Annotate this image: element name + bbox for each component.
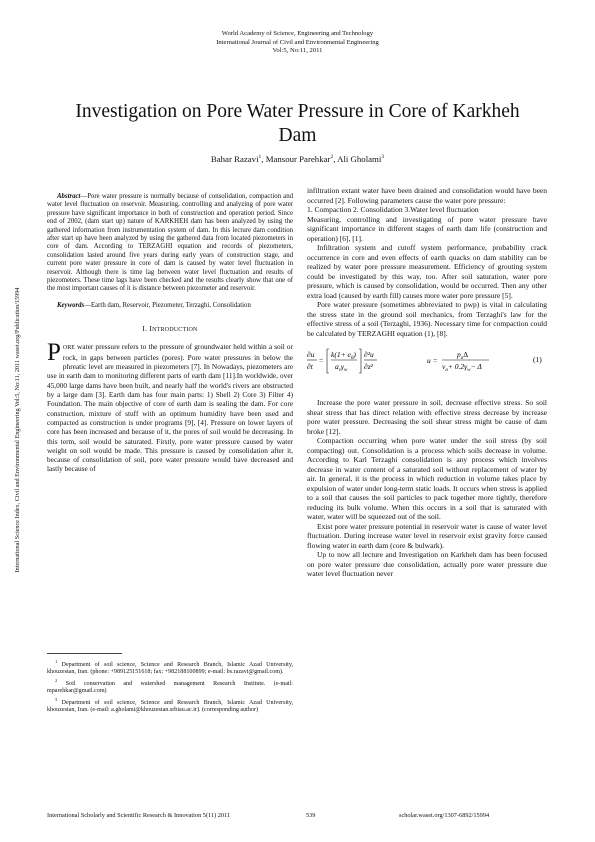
eq-u-lhs: u = [427, 356, 438, 365]
paper-title: Investigation on Pore Water Pressure in Core of Karkheh Dam [75, 101, 520, 146]
author-list: Bahar Razavi$^1$, Mansour Parehkar$^2$, Ali Gholami$^3$ [210, 154, 385, 164]
header-line-volume: Vol:5, No:11, 2011 [272, 47, 323, 55]
paragraph: Up to now all lecture and Investigation on Karkheh dam has been focused on pore water pressure due consolidation, actually pore water pressure due water level fluctuation never [307, 550, 547, 578]
svg-text:avγw [335, 362, 348, 373]
abstract-text: Pore water pressure is normally because of consolidation, compaction and water level fluctuation on reservoir. Measuring, controlling and analyzing of pore water pressure have significant importance in both of construction and operation period. Since end of 2002, (dam start up) nature of KARKHEH dam has been analyzed by using the gathered information from instrumentation system of dam. In this lecture dam condition after start up have been analyzed by using the gathered data from located piezometers in core of dam. According to TERZAGHI equation and records of piezometers, consolidation lasted around five years during early years of construction stage, and current pore water pressure in core of dam is caused by water level fluctuation in reservoir. Although there is time lag between water level fluctuation and results of piezometers. These time lags have been checked and the results clearly show that one of the most important causes of it is distance between piezometer and reservoir. [47, 193, 293, 293]
right-column [307, 186, 547, 579]
keywords-label: Keywords [57, 301, 85, 309]
footnote-mark: 1 [55, 659, 58, 664]
journal-header [0, 30, 595, 56]
eq-pa: p [457, 350, 461, 359]
eq-av-subscript: v [338, 368, 341, 373]
section-heading-introduction [47, 324, 293, 335]
drop-cap: P [47, 338, 61, 366]
section-title-rest: NTRODUCTION [152, 327, 198, 334]
eq-va: v [442, 362, 446, 371]
paragraph: Compaction occurring when pore water under the soil stress (by soil compacting) out. Consolidation is a process which soils decrease in volume. According to Karl Terzaghi consolidation is any process which involves decrease in water content of a saturated soil without replacement of water by air. In general, it is the process in which reduction in volume takes place by expulsion of water under long-term static loads. It occurs when stress is applied to a soil that causes the soil particles to pack together more tightly, therefore reducing its bulk volume. When this occurs in a soil that is saturated with water, water will be squeezed out of the soil. [307, 436, 547, 521]
eq-va-subscript: a [445, 368, 448, 373]
footer-publisher: International Scholarly and Scientific Research & Innovation 5(11) 2011 [47, 812, 231, 819]
equation-number: (1) [533, 355, 542, 364]
eq-rhs-numerator: ∂²u [364, 350, 374, 359]
author-affiliation-mark: 1 [258, 154, 262, 161]
abstract: Abstract—Pore water pressure is normally because of consolidation, compaction and water level fluctuation on reservoir. Measuring, controlling and analyzing of pore water pressure have significant importance in both of construction and operation period. Since end of 2002, (dam start up) nature of KARKHEH dam has been analyzed by using the gathered information from instrumentation system of dam. In this lecture dam condition after start up have been analyzed by using the gathered data from located piezometers in core of dam. According to TERZAGHI equation and records of piezometers, consolidation lasted around five years during early years of construction stage, and current pore water pressure in core of dam is caused by water level fluctuation in reservoir. Although there is time lag between water level fluctuation and results of piezometers. These time lags have been checked and the results clearly show that one of the most important causes of it is distance between piezometer and reservoir. [47, 193, 293, 293]
footnote [47, 658, 293, 677]
footnote-rule [47, 653, 122, 654]
intro-smallcaps: ORE [62, 344, 75, 351]
paragraph: Measuring, controlling and investigating of pore water pressure have significant importance in different stages of earth dam life (construction and operation) [6], [1]. [307, 214, 547, 243]
eq-minus-delta: − Δ [470, 362, 482, 371]
keywords-text: Earth dam, Reservoir, Piezometer, Terzaghi, Consolidation [91, 301, 251, 309]
eq-pa-subscript: a [460, 356, 464, 361]
footnote-mark: 3 [55, 696, 58, 702]
eq-gamma-term: + 0.2γ [447, 362, 468, 371]
page-number: 539 [306, 812, 316, 819]
author-affiliation-mark: 2 [330, 154, 334, 161]
svg-text:=: = [319, 356, 324, 365]
footnote-mark: 2 [55, 677, 58, 683]
left-column [47, 193, 293, 474]
footnote-text: Department of soil science, Science and Research Branch, Islamic Azad University, khouzestan, Iran. (e-mail: a.gholami@khouzestan.srbiau.ac.ir). (corresponding author) [47, 699, 293, 714]
equation-graphic [307, 342, 547, 388]
section-title-initial: I [149, 324, 153, 334]
keywords: Keywords—Earth dam, Reservoir, Piezometer, Terzaghi, Consolidation [57, 301, 251, 309]
author-name: Mansour Parehkar [265, 154, 331, 164]
svg-text:k(1+ e0) [331, 350, 356, 361]
svg-text:va+ 0.2γw− Δ [442, 362, 482, 373]
header-line-publisher: World Academy of Science, Engineering and Technology [221, 30, 374, 37]
paragraph: Increase the pore water pressure in soil, decrease effective stress. So soil shear stress that has direct relation with effective stress decrease by increase pore water pressure. Decreasing the soil shear stress might be cause of dam broke [12]. [307, 398, 547, 436]
footnote-text: Department of soil science, Science and Research Branch, Islamic Azad University, khouzestan, Iran. (phone: +989125151618; fax: +982188100899; e-mail: bs.razavi@gmail.com). [47, 662, 293, 676]
eq-av: a [335, 362, 339, 371]
paragraph: Pore water pressure (sometimes abbreviated to pwp) is vital in calculating the stress state in the ground soil mechanics, from Terzaghi's law for the effective stress of a soil (Terzaghi, 1936). Necessary time for compaction could be calculated by TERZAGHI equation (1), [8]. [307, 300, 547, 338]
paragraph-parameter-list: 1. Compaction 2. Consolidation 3.Water level fluctuation [307, 205, 479, 214]
section-number: I. [142, 324, 148, 334]
eq-lhs-denominator: ∂t [307, 362, 313, 371]
footnote [47, 696, 293, 715]
footnotes [47, 653, 293, 715]
eq-e0-subscript: 0 [350, 356, 354, 361]
svg-text:paΔ [456, 350, 468, 361]
author-affiliation-mark: 3 [381, 154, 385, 161]
footnote-text: Soil conservation and watershed management Research Institute. (e-mail: mparehkar@gmail.com) [47, 680, 293, 695]
footer-url: scholar.waset.org/1307-6892/15994 [399, 812, 490, 819]
intro-paragraph [47, 338, 293, 474]
author-name: Ali Gholami [337, 154, 382, 164]
side-index-text: International Science Index, Civil and Environmental Engineering Vol:5, No:11, 2011 waset.org/Publication/15994 [14, 287, 21, 573]
footnote [47, 677, 293, 696]
eq-rhs-denominator: ∂z² [364, 362, 373, 371]
eq-gamma-subscript: w [343, 368, 348, 373]
author-name: Bahar Razavi [210, 154, 259, 164]
eq-gammaw-subscript: w [467, 368, 471, 373]
intro-text: water pressure refers to the pressure of groundwater held within a soil or rock, in gaps between particles (pores). Pore water pressures in below the phreatic level are measured in piezometers [7]. In Nowadays, piezometers are use in earth dam to monitoring different parts of earth dam [11].In worldwide, over 45,000 large dams have been built, and nearly half the world's rivers are obstructed by a large dam [3]. Earth dam has four main parts: 1) Shell 2) Core 3) Filter 4) Foundation. The main objective of core of earth dam is sealing the dam. For core construction, mixture of stuff with an optimum humidity have been used and compacted as construction is under programs [9], [4]. Pressure on lower layers of core has been increased and because of it, the pores of soil would be decreasing. In this term, soil would be saturated. Firstly, pore water pressure caused by water weight on soil would be made. This pressure is caused by consolidation after it, because of consolidation of soil, pore water pressure would have decreased and lastly because of [47, 341, 293, 474]
header-line-journal: International Journal of Civil and Environmental Engineering [216, 38, 379, 46]
paragraph: Infiltration system and cutoff system performance, probability crack occurrence in core and even effects of earth quacks on dam stability can be realized by water pore pressure measurement. Efficiency of grouting system could be investigated by this way, too. After soil saturation, water pore pressure, which is caused by consolidation, would be occurred. Then any other extra load (caused by earth fill) causes more water pore pressure [5]. [307, 243, 547, 300]
eq-k-close: ) [353, 350, 356, 359]
eq-gamma: γ [340, 362, 344, 371]
equation-terzaghi [307, 342, 547, 388]
abstract-label: Abstract [57, 193, 81, 200]
paragraph: Exist pore water pressure potential in reservoir water is cause of water level fluctuation. During increase water level in reservoir exist gravity force caused flowing water in earth dam (core & bulwark). [307, 521, 547, 550]
eq-delta: Δ [463, 350, 469, 359]
eq-lhs-numerator: ∂u [307, 350, 315, 359]
paragraph: infiltration extant water have been drained and consolidation would have been occurred [2]. Following parameters cause the water pore pressure: [307, 186, 547, 205]
eq-k-numerator: k(1+ e [331, 350, 351, 359]
